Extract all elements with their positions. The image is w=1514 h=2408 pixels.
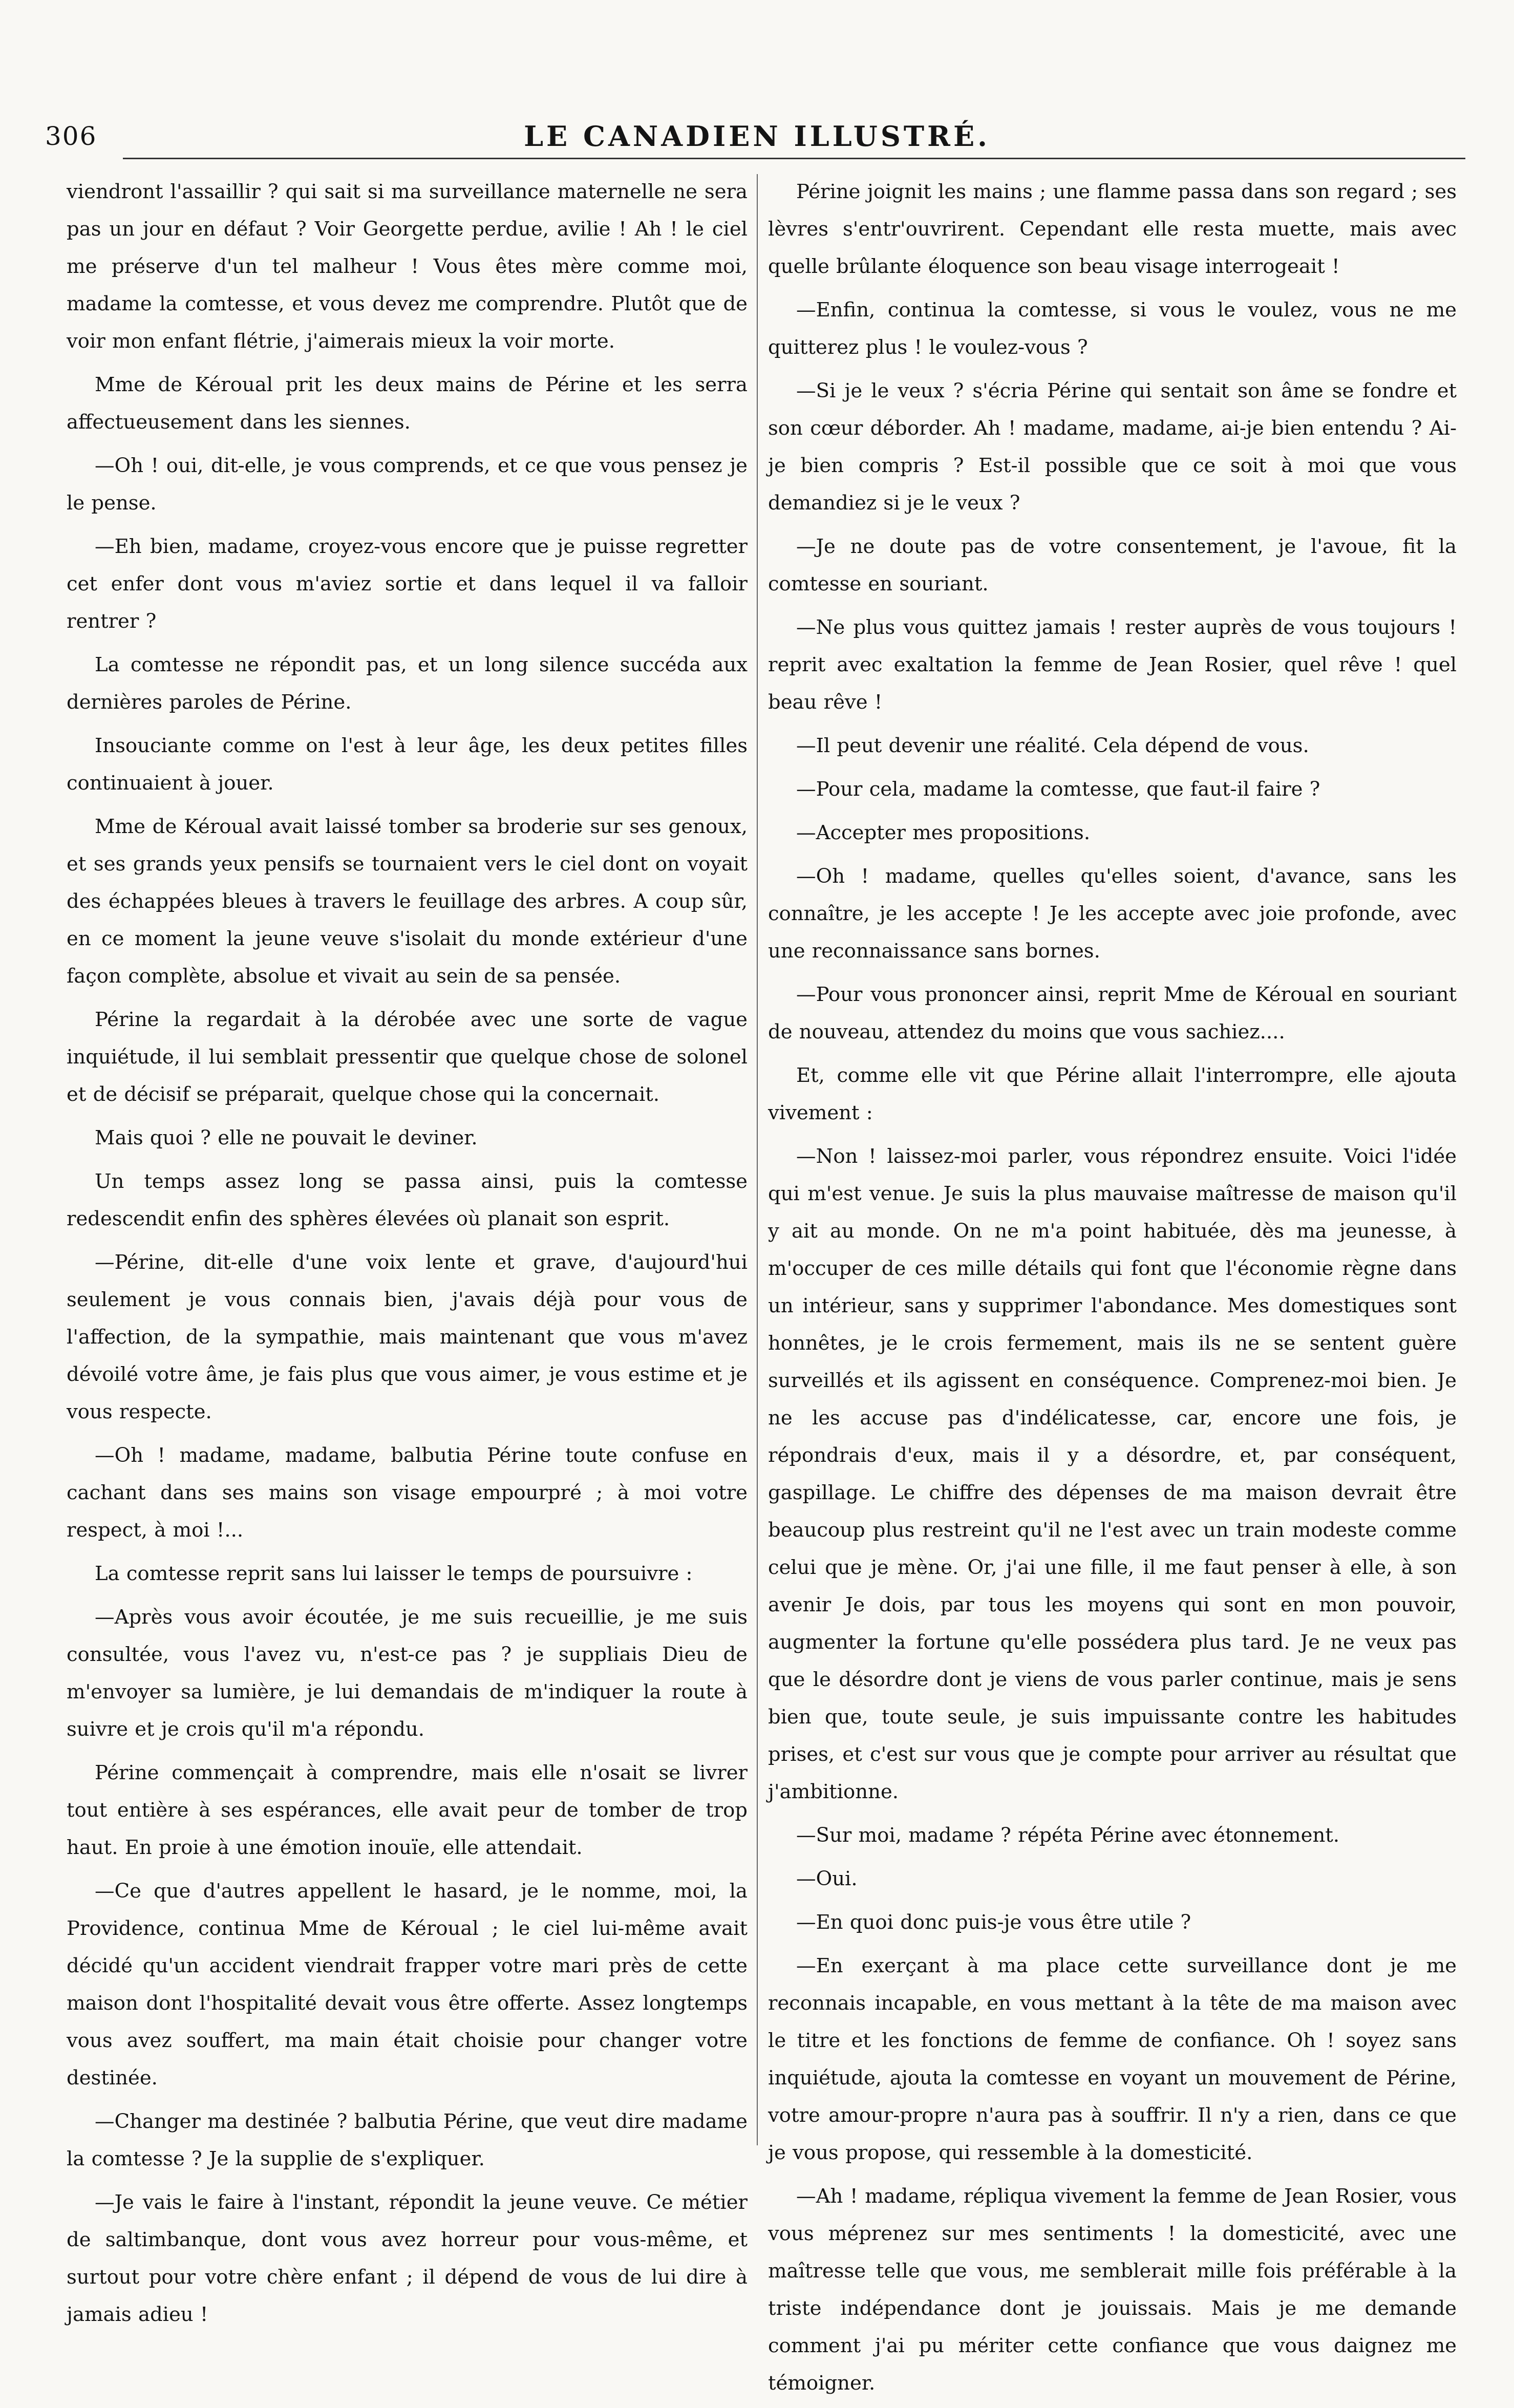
page-number: 306 xyxy=(45,121,97,151)
paragraph: —Je vais le faire à l'instant, répondit la jeune veuve. Ce métier de saltimbanque, dont vous avez horreur pour vous-même, et surtout pour votre chère enfant ; il dépend de vous de lui dire à jamais adieu ! xyxy=(67,2191,748,2326)
paragraph: —En exerçant à ma place cette surveillance dont je me reconnais incapable, en vous mettant à la tête de ma maison avec le titre et les fonctions de femme de confiance. Oh ! soyez sans inquiétude, ajouta la comtesse en voyant un mouvement de Périne, votre amour-propre n'aura pas à souffrir. Il n'y a rien, dans ce que je vous propose, qui ressemble à la domesticité. xyxy=(768,1954,1457,2164)
paragraph: —Pour cela, madame la comtesse, que faut-il faire ? xyxy=(796,778,1320,801)
paragraph: Mais quoi ? elle ne pouvait le deviner. xyxy=(95,1126,478,1149)
header-rule xyxy=(123,158,1465,159)
paragraph: —Accepter mes propositions. xyxy=(796,821,1091,844)
paragraph: —Sur moi, madame ? répéta Périne avec étonnement. xyxy=(796,1824,1340,1847)
paragraph: —Eh bien, madame, croyez-vous encore que je puisse regretter cet enfer dont vous m'aviez sortie et dans lequel il va falloir rentrer ? xyxy=(67,535,748,633)
paragraph: Un temps assez long se passa ainsi, puis la comtesse redescendit enfin des sphères élevées où planait son esprit. xyxy=(67,1170,748,1230)
paragraph: —En quoi donc puis-je vous être utile ? xyxy=(796,1911,1191,1934)
paragraph: —Ah ! madame, répliqua vivement la femme de Jean Rosier, vous vous méprenez sur mes sentiments ! la domesticité, avec une maîtresse telle que vous, me semblerait mille fois préférable à la triste indépendance dont je jouissais. Mais je me demande comment j'ai pu mériter cette confiance que vous daignez me témoigner. xyxy=(768,2185,1457,2395)
paragraph: —Pour vous prononcer ainsi, reprit Mme de Kéroual en souriant de nouveau, attendez du moins que vous sachiez.... xyxy=(768,983,1457,1043)
paragraph: —Non ! laissez-moi parler, vous répondrez ensuite. Voici l'idée qui m'est venue. Je suis la plus mauvaise maîtresse de maison qu'il y ait au monde. On ne m'a point habituée, dès ma jeunesse, à m'occuper de ces mille détails qui font que l'économie règne dans un intérieur, sans y supprimer l'abondance. Mes domestiques sont honnêtes, je le crois fermement, mais ils ne se sentent guère surveillés et ils agissent en conséquence. Comprenez-moi bien. Je ne les accuse pas d'indélicatesse, car, encore une fois, je répondrais d'eux, mais il y a désordre, et, par conséquent, gaspillage. Le chiffre des dépenses de ma maison devrait être beaucoup plus restreint qu'il ne l'est avec un train modeste comme celui que je mène. Or, j'ai une fille, il me faut penser à elle, à son avenir Je dois, par tous les moyens qui sont en mon pouvoir, augmenter la fortune qu'elle possédera plus tard. Je ne veux pas que le désordre dont je viens de vous parler continue, mais je sens bien que, toute seule, je suis impuissante contre les habitudes prises, et c'est sur vous que je compte pour arriver au résultat que j'ambitionne. xyxy=(768,1145,1457,1803)
paragraph: —Ne plus vous quittez jamais ! rester auprès de vous toujours ! reprit avec exaltation la femme de Jean Rosier, quel rêve ! quel beau rêve ! xyxy=(768,616,1457,714)
paragraph: Mme de Kéroual prit les deux mains de Périne et les serra affectueusement dans les siennes. xyxy=(67,373,748,434)
paragraph: viendront l'assaillir ? qui sait si ma surveillance maternelle ne sera pas un jour en défaut ? Voir Georgette perdue, avilie ! Ah ! le ciel me préserve d'un tel malheur ! Vous êtes mère comme moi, madame la comtesse, et vous devez me comprendre. Plutôt que de voir mon enfant flétrie, j'aimerais mieux la voir morte. xyxy=(67,180,748,353)
paragraph: —Il peut devenir une réalité. Cela dépend de vous. xyxy=(796,734,1309,757)
paragraph: —Ce que d'autres appellent le hasard, je le nomme, moi, la Providence, continua Mme de Kéroual ; le ciel lui-même avait décidé qu'un accident viendrait frapper votre mari près de cette maison dont l'hospitalité devait vous être offerte. Assez longtemps vous avez souffert, ma main était choisie pour changer votre destinée. xyxy=(67,1880,748,2090)
paragraph: —Après vous avoir écoutée, je me suis recueillie, je me suis consultée, vous l'avez vu, n'est-ce pas ? je suppliais Dieu de m'envoyer sa lumière, je lui demandais de m'indiquer la route à suivre et je crois qu'il m'a répondu. xyxy=(67,1606,748,1741)
column-divider xyxy=(757,174,758,2145)
paragraph: Périne commençait à comprendre, mais elle n'osait se livrer tout entière à ses espérances, elle avait peur de tomber de trop haut. En proie à une émotion inouïe, elle attendait. xyxy=(67,1761,748,1859)
paragraph: Insouciante comme on l'est à leur âge, les deux petites filles continuaient à jouer. xyxy=(67,734,748,795)
right-column xyxy=(768,173,1457,2408)
paragraph: —Oh ! madame, quelles qu'elles soient, d'avance, sans les connaître, je les accepte ! Je les accepte avec joie profonde, avec une reconnaissance sans bornes. xyxy=(768,865,1457,963)
paragraph: Et, comme elle vit que Périne allait l'interrompre, elle ajouta vivement : xyxy=(768,1064,1457,1124)
paragraph: —Oh ! oui, dit-elle, je vous comprends, et ce que vous pensez je le pense. xyxy=(67,454,748,515)
paragraph: Mme de Kéroual avait laissé tomber sa broderie sur ses genoux, et ses grands yeux pensifs se tournaient vers le ciel dont on voyait des échappées bleues à travers le feuillage des arbres. A coup sûr, en ce moment la jeune veuve s'isolait du monde extérieur d'une façon complète, absolue et vivait au sein de sa pensée. xyxy=(67,815,748,988)
left-column xyxy=(67,173,748,2339)
paragraph: —Oui. xyxy=(796,1867,858,1890)
running-title: LE CANADIEN ILLUSTRÉ. xyxy=(524,120,990,153)
paragraph: —Oh ! madame, madame, balbutia Périne toute confuse en cachant dans ses mains son visage empourpré ; à moi votre respect, à moi !... xyxy=(67,1444,748,1542)
paragraph: La comtesse ne répondit pas, et un long silence succéda aux dernières paroles de Périne. xyxy=(67,653,748,714)
paragraph: —Je ne doute pas de votre consentement, je l'avoue, fit la comtesse en souriant. xyxy=(768,535,1457,595)
paragraph: Périne la regardait à la dérobée avec une sorte de vague inquiétude, il lui semblait pressentir que quelque chose de solonel et de décisif se préparait, quelque chose qui la concernait. xyxy=(67,1008,748,1106)
paragraph: —Si je le veux ? s'écria Périne qui sentait son âme se fondre et son cœur déborder. Ah ! madame, madame, ai-je bien entendu ? Ai-je bien compris ? Est-il possible que ce soit à moi que vous demandiez si je le veux ? xyxy=(768,379,1457,515)
paragraph: —Périne, dit-elle d'une voix lente et grave, d'aujourd'hui seulement je vous connais bien, j'avais déjà pour vous de l'affection, de la sympathie, mais maintenant que vous m'avez dévoilé votre âme, je fais plus que vous aimer, je vous estime et je vous respecte. xyxy=(67,1251,748,1423)
paragraph: —Changer ma destinée ? balbutia Périne, que veut dire madame la comtesse ? Je la supplie de s'expliquer. xyxy=(67,2110,748,2170)
paragraph: —Enfin, continua la comtesse, si vous le voulez, vous ne me quitterez plus ! le voulez-vous ? xyxy=(768,299,1457,359)
paragraph: La comtesse reprit sans lui laisser le temps de poursuivre : xyxy=(95,1562,693,1585)
paragraph: Périne joignit les mains ; une flamme passa dans son regard ; ses lèvres s'entr'ouvrirent. Cependant elle resta muette, mais avec quelle brûlante éloquence son beau visage interrogeait ! xyxy=(768,180,1457,278)
